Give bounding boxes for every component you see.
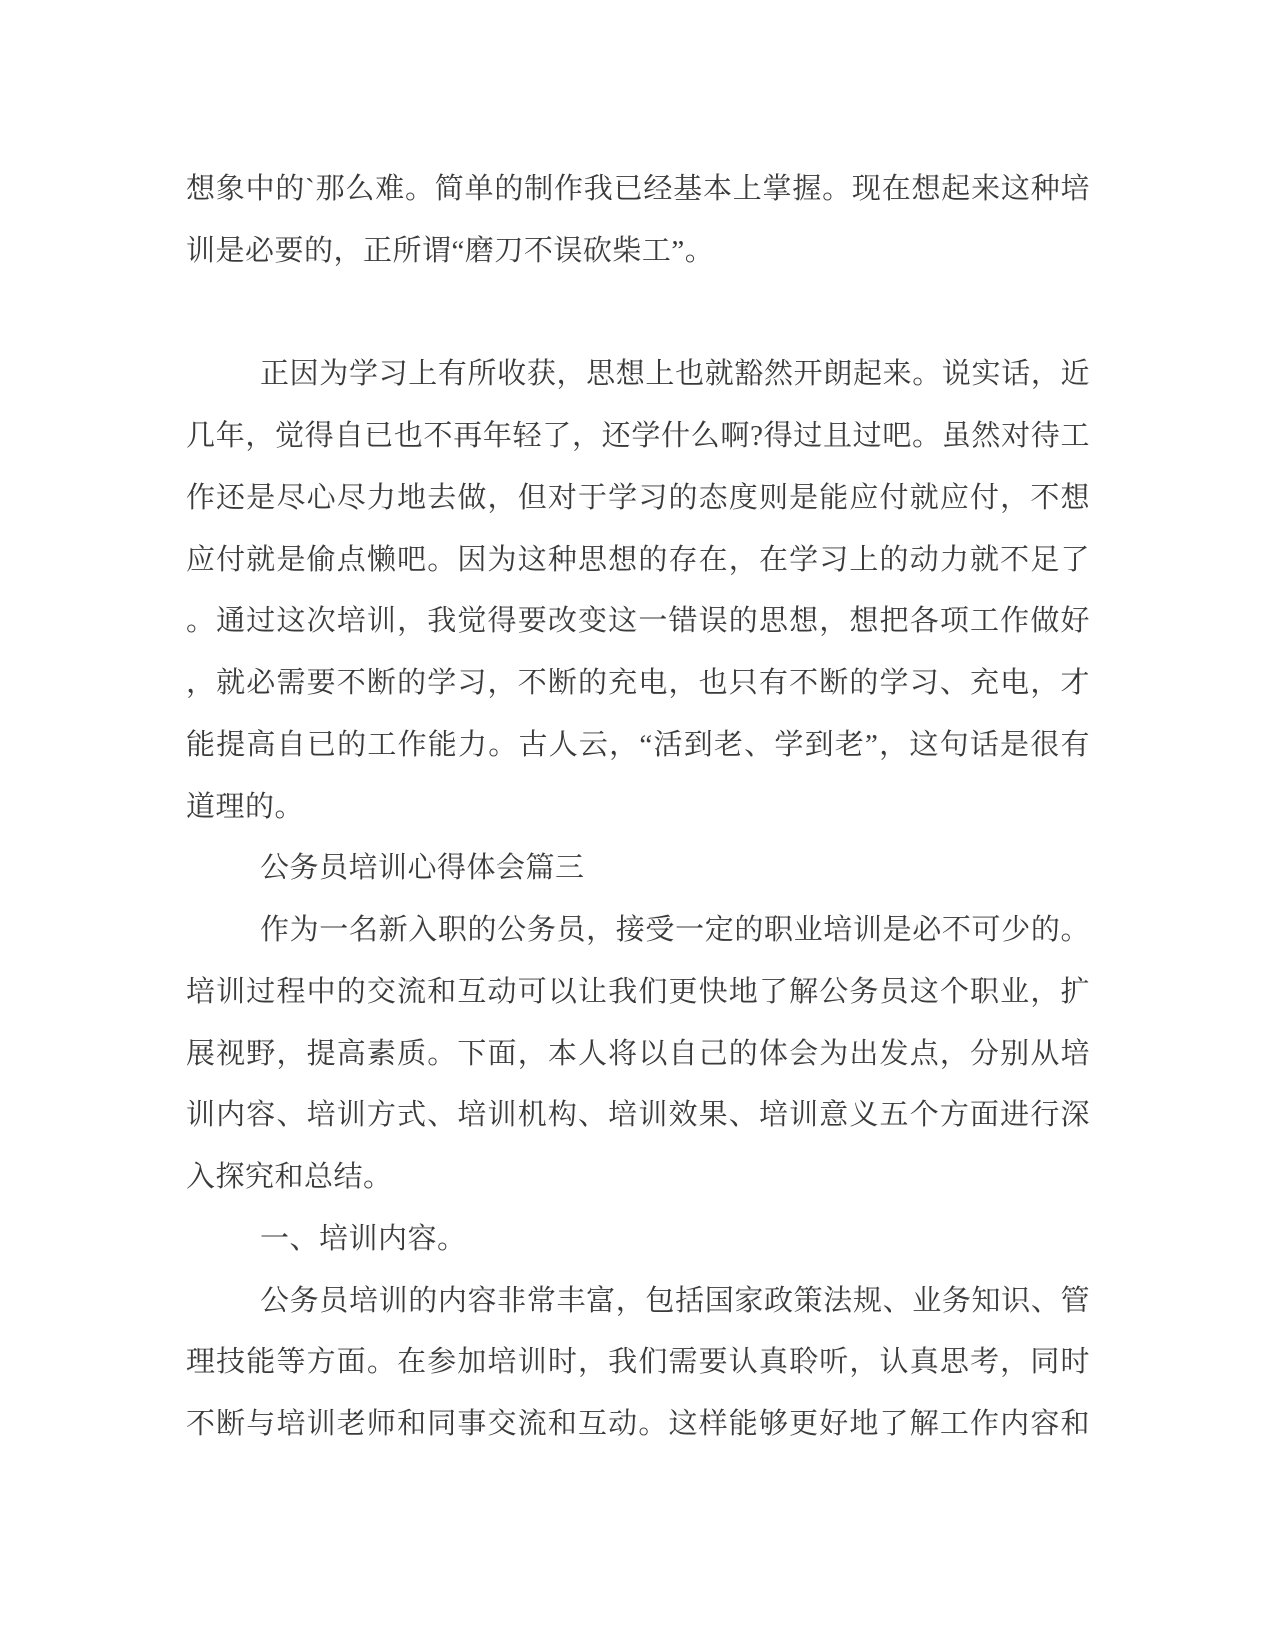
text-line: 展视野，提高素质。下面，本人将以自己的体会为出发点，分别从培 [186, 1037, 1090, 1070]
text-line: 想象中的`那么难。简单的制作我已经基本上掌握。现在想起来这种培 [186, 173, 1090, 205]
text-line: 道理的。 [186, 790, 305, 823]
text-line: 公务员培训心得体会篇三 [260, 852, 585, 885]
blank-line [186, 283, 1090, 345]
text-line: 作还是尽心尽力地去做，但对于学习的态度则是能应付就应付，不想 [186, 481, 1090, 514]
text-line: 不断与培训老师和同事交流和互动。这样能够更好地了解工作内容和 [186, 1408, 1090, 1440]
text-line: 能提高自已的工作能力。古人云，“活到老、学到老”，这句话是很有 [186, 728, 1090, 761]
text-line: 正因为学习上有所收获，思想上也就豁然开朗起来。说实话，近 [260, 358, 1090, 391]
text-line: ，就必需要不断的学习，不断的充电，也只有不断的学习、充电，才 [186, 667, 1090, 699]
text-line: 。通过这次培训，我觉得要改变这一错误的思想，想把各项工作做好 [186, 605, 1090, 638]
document-text [186, 159, 1090, 1456]
text-line: 理技能等方面。在参加培训时，我们需要认真聆听，认真思考，同时 [186, 1346, 1090, 1379]
text-line: 公务员培训的内容非常丰富，包括国家政策法规、业务知识、管 [260, 1284, 1090, 1317]
text-line: 训是必要的，正所谓“磨刀不误砍柴工”。 [186, 234, 715, 267]
text-line: 培训过程中的交流和互动可以让我们更快地了解公务员这个职业，扩 [186, 975, 1090, 1008]
text-line: 训内容、培训方式、培训机构、培训效果、培训意义五个方面进行深 [186, 1099, 1090, 1132]
text-line: 应付就是偷点懒吧。因为这种思想的存在，在学习上的动力就不足了 [186, 543, 1090, 576]
text-line: 入探究和总结。 [186, 1161, 393, 1193]
text-line: 几年，觉得自已也不再年轻了，还学什么啊?得过且过吧。虽然对待工 [186, 420, 1090, 452]
text-line: 一、培训内容。 [260, 1222, 467, 1255]
text-line: 作为一名新入职的公务员，接受一定的职业培训是必不可少的。 [260, 914, 1090, 946]
